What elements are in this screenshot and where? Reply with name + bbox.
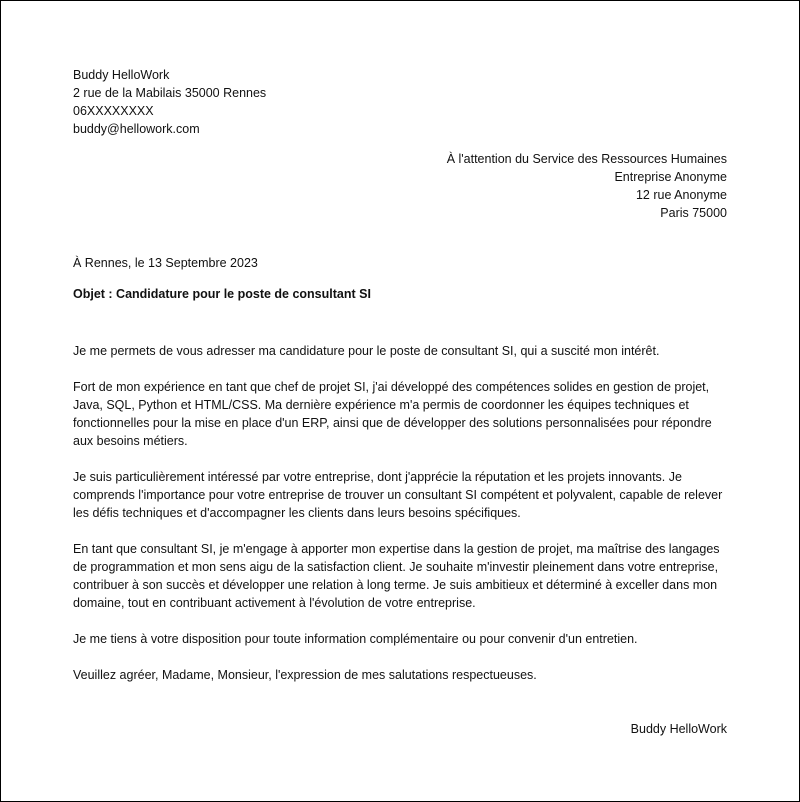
- letter-subject: Objet : Candidature pour le poste de consultant SI: [73, 287, 371, 301]
- recipient-block: [447, 150, 727, 222]
- recipient-street: 12 rue Anonyme: [635, 188, 727, 202]
- letter-date: À Rennes, le 13 Septembre 2023: [73, 256, 258, 270]
- body-paragraph: Je suis particulièrement intéressé par votre entreprise, dont j'apprécie la réputation et les projets innovants. Je comprends l'importance pour votre entreprise de trouver un consultant SI compétent et polyvalent, capable de relever les défis techniques et d'accompagner les clients dans leurs besoins spécifiques.: [73, 470, 723, 520]
- body-paragraph: Je me permets de vous adresser ma candidature pour le poste de consultant SI, qui a suscité mon intérêt.: [73, 344, 660, 358]
- sender-email: buddy@hellowork.com: [73, 122, 200, 136]
- body-paragraph: En tant que consultant SI, je m'engage à apporter mon expertise dans la gestion de projet, ma maîtrise des langages de programmation et mon sens aigu de la satisfaction client. Je souhaite m'investir pleinement dans votre entreprise, contribuer à son succès et développer une relation à long terme. Je suis ambitieux et déterminé à exceller dans mon domaine, tout en contribuant activement à l'évolution de votre entreprise.: [73, 542, 720, 610]
- sender-block: [73, 66, 266, 138]
- sender-phone: 06XXXXXXXX: [73, 104, 154, 118]
- letter-body: [73, 342, 733, 702]
- body-paragraph: Fort de mon expérience en tant que chef de projet SI, j'ai développé des compétences solides en gestion de projet, Java, SQL, Python et HTML/CSS. Ma dernière expérience m'a permis de coordonner les équipes techniques et fonctionnelles pour la mise en place d'un ERP, ainsi que de développer des solutions personnalisées pour répondre aux besoins métiers.: [73, 380, 712, 448]
- body-paragraph: Veuillez agréer, Madame, Monsieur, l'expression de mes salutations respectueuses.: [73, 668, 537, 682]
- sender-name: Buddy HelloWork: [73, 68, 170, 82]
- body-paragraph: Je me tiens à votre disposition pour toute information complémentaire ou pour convenir d'un entretien.: [73, 632, 638, 646]
- signature: Buddy HelloWork: [630, 722, 727, 736]
- recipient-company: Entreprise Anonyme: [614, 170, 727, 184]
- sender-address: 2 rue de la Mabilais 35000 Rennes: [73, 86, 267, 100]
- recipient-city: Paris 75000: [660, 206, 727, 220]
- recipient-attention: À l'attention du Service des Ressources Humaines: [446, 152, 727, 166]
